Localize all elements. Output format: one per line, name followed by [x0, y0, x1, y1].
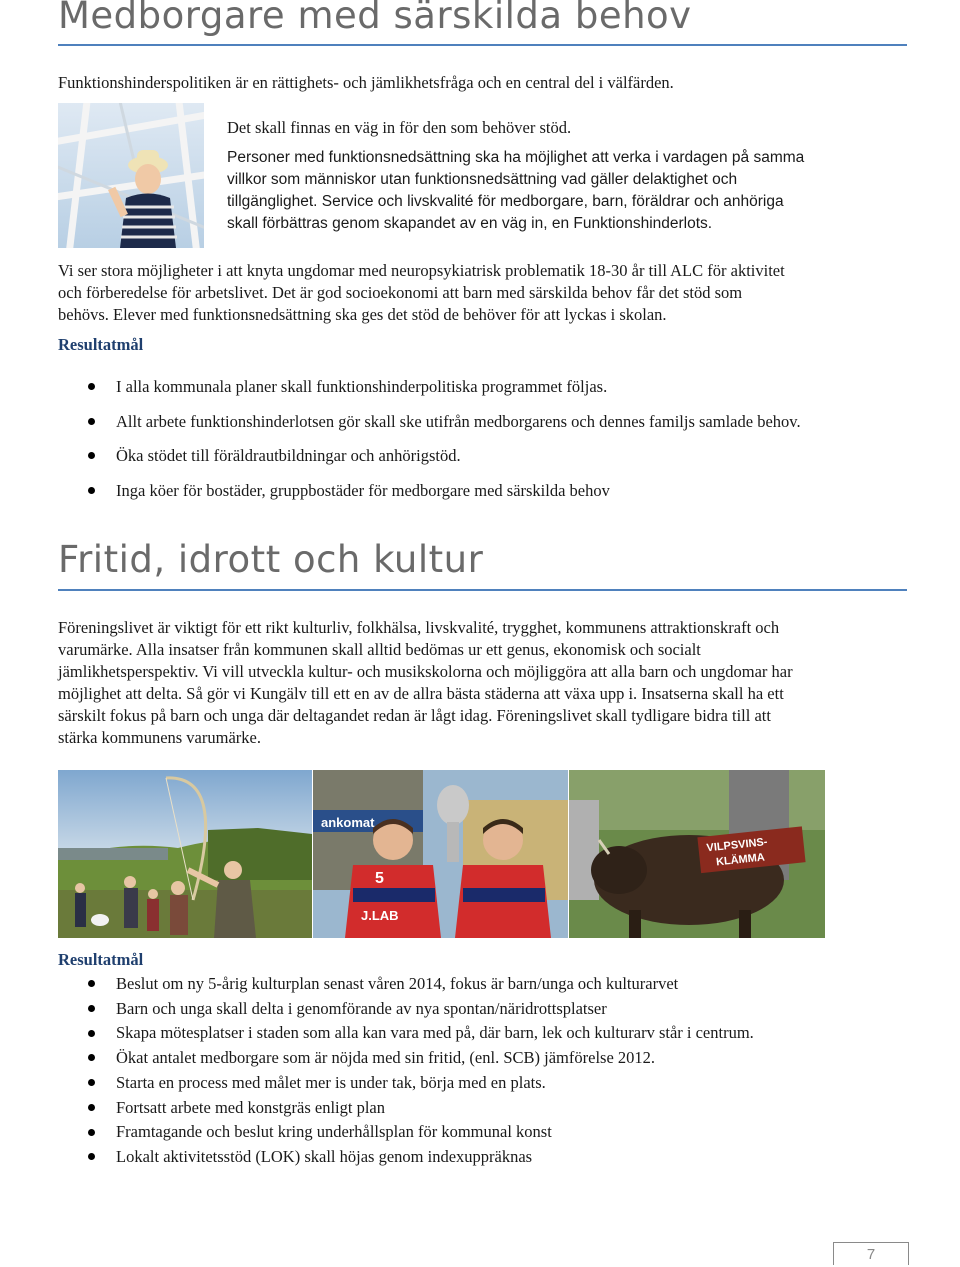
- bullet-icon: [88, 1129, 95, 1136]
- section-rule: [58, 44, 907, 46]
- goals-label-2: Resultatmål: [58, 950, 144, 969]
- body-line: möjlighet att delta. Så gör vi Kungälv till ett en av de allra bästa städerna att växa upp i. Insatserna skall ha ett: [58, 684, 784, 703]
- side-line-1: Det skall finnas en väg in för den som behöver stöd.: [227, 118, 572, 137]
- list-item: Beslut om ny 5-årig kulturplan senast våren 2014, fokus är barn/unga och kulturarvet: [58, 972, 754, 997]
- list-item: Barn och unga skall delta i genomförande av nya spontan/näridrottsplatser: [58, 997, 754, 1022]
- bullet-icon: [88, 1030, 95, 1037]
- animal-sign-line1: VILPSVINS-: [705, 836, 769, 855]
- page-number: 7: [833, 1242, 909, 1265]
- bullet-icon: [88, 383, 95, 390]
- jersey-text: J.LAB: [361, 908, 399, 923]
- body-line: Föreningslivet är viktigt för ett rikt kulturliv, folkhälsa, livskvalité, trygghet, kommunens attraktionskraft och: [58, 618, 780, 637]
- goals-list-2: [58, 972, 754, 1170]
- list-item: Inga köer för bostäder, gruppbostäder för medborgare med särskilda behov: [58, 474, 801, 509]
- animal-sign-line2: KLÄMMA: [715, 851, 766, 869]
- trophy-photo: [313, 770, 568, 938]
- bank-sign-text: ankomat: [321, 815, 375, 830]
- body-paragraph-2: [58, 617, 793, 749]
- section-title-fritid: Fritid, idrott och kultur: [58, 538, 484, 581]
- list-item: Allt arbete funktionshinderlotsen gör skall ske utifrån medborgarens och dennes familjs samlade behov.: [58, 405, 801, 440]
- list-item: Ökat antalet medborgare som är nöjda med sin fritid, (enl. SCB) jämförelse 2012.: [58, 1046, 754, 1071]
- animal-photo: [569, 770, 825, 938]
- list-item: Starta en process med målet mer is under tak, börja med en plats.: [58, 1071, 754, 1096]
- body-paragraph-1: [58, 260, 785, 326]
- section-title-medborgare: Medborgare med särskilda behov: [58, 0, 692, 37]
- side-line-3: villkor som människor utan funktionsnedsättning vad gäller delaktighet och: [227, 171, 738, 188]
- bullet-icon: [88, 1104, 95, 1111]
- list-item: Skapa mötesplatser i staden som alla kan vara med på, där barn, lek och kulturarv står i centrum.: [58, 1021, 754, 1046]
- list-item: Framtagande och beslut kring underhållsplan för kommunal konst: [58, 1120, 754, 1145]
- bullet-icon: [88, 980, 95, 987]
- intro-paragraph: Funktionshinderspolitiken är en rättighets- och jämlikhetsfråga och en central del i välfärden.: [58, 73, 674, 92]
- list-item: Lokalt aktivitetsstöd (LOK) skall höjas genom indexuppräknas: [58, 1145, 754, 1170]
- body-line: Vi ser stora möjligheter i att knyta ungdomar med neuropsykiatrisk problematik 18-30 år till ALC för aktivitet: [58, 261, 785, 280]
- body-line: behövs. Elever med funktionsnedsättning ska ges det stöd de behöver för att lyckas i skolan.: [58, 305, 667, 324]
- body-line: särskilt fokus på barn och unga där deltagandet redan är lågt idag. Föreningslivet skall tydligare bidra till att: [58, 706, 771, 725]
- body-line: varumärke. Alla insatser från kommunen skall alltid bedömas ur ett genus, ekonomisk och socialt: [58, 640, 701, 659]
- side-line-2: Personer med funktionsnedsättning ska ha möjlighet att verka i vardagen på samma: [227, 149, 805, 166]
- child-climbing-photo: [58, 103, 204, 248]
- body-line: jämlikhetsperspektiv. Vi vill utveckla kultur- och musikskolorna och möjliggöra att alla barn och ungdomar har: [58, 662, 793, 681]
- list-item: I alla kommunala planer skall funktionshinderpolitiska programmet följas.: [58, 370, 801, 405]
- side-paragraph: [227, 147, 804, 235]
- goals-list-1: [58, 370, 801, 508]
- section-rule: [58, 589, 907, 591]
- side-line-4: tillgänglighet. Service och livskvalité för medborgare, barn, föräldrar och anhöriga: [227, 193, 784, 210]
- archery-photo: [58, 770, 312, 938]
- list-item: Öka stödet till föräldrautbildningar och anhörigstöd.: [58, 439, 801, 474]
- body-line: och förberedelse för arbetslivet. Det är god socioekonomi att barn med särskilda behov får det stöd som: [58, 283, 743, 302]
- bullet-icon: [88, 1079, 95, 1086]
- bullet-icon: [88, 418, 95, 425]
- jersey-number: 5: [375, 870, 384, 887]
- body-line: stärka kommunens varumärke.: [58, 728, 261, 747]
- list-item: Fortsatt arbete med konstgräs enligt plan: [58, 1096, 754, 1121]
- bullet-icon: [88, 1005, 95, 1012]
- bullet-icon: [88, 487, 95, 494]
- bullet-icon: [88, 452, 95, 459]
- side-line-5: skall förbättras genom skapandet av en väg in, en Funktionshinderlots.: [227, 215, 713, 232]
- bullet-icon: [88, 1153, 95, 1160]
- bullet-icon: [88, 1054, 95, 1061]
- goals-label-1: Resultatmål: [58, 335, 144, 354]
